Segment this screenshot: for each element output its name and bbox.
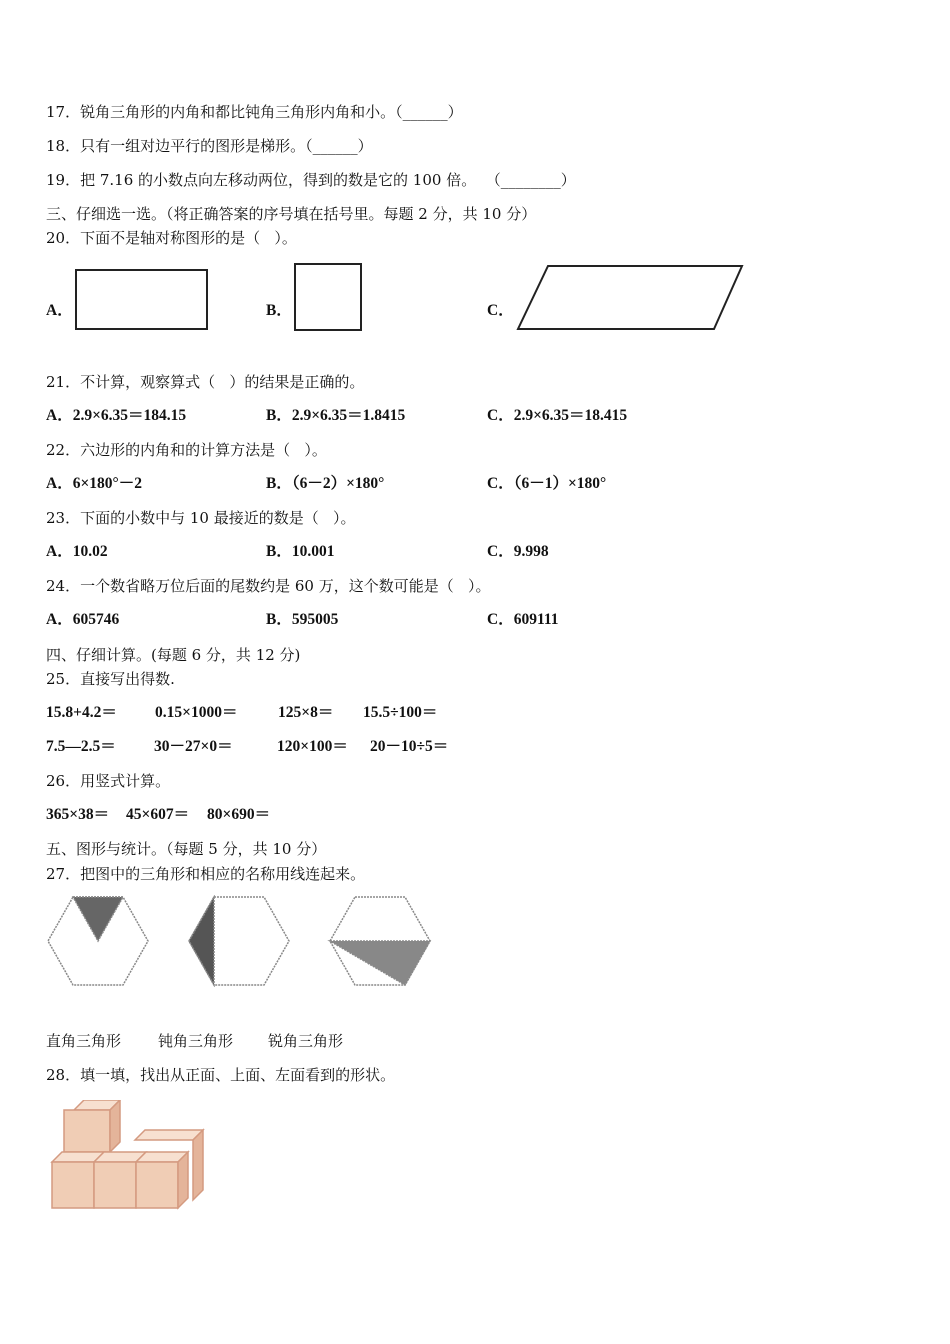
calc-item: 365×38＝ bbox=[46, 806, 110, 823]
option-a: A． bbox=[46, 302, 73, 319]
q23-option-b: B．10.001 bbox=[266, 543, 335, 560]
question-21: 21．不计算，观察算式（ ）的结果是正确的。 bbox=[46, 373, 365, 391]
cube-stack-figure bbox=[50, 1100, 206, 1210]
calc-item: 80×690＝ bbox=[207, 806, 271, 823]
calc-item: 0.15×1000＝ bbox=[155, 704, 238, 721]
calc-item: 120×100＝ bbox=[277, 738, 348, 755]
calc-item: 15.8+4.2＝ bbox=[46, 704, 117, 721]
q21-option-a: A．2.9×6.35＝184.15 bbox=[46, 407, 187, 424]
question-19: 19．把 7.16 的小数点向左移动两位，得到的数是它的 100 倍。 （________） bbox=[46, 171, 576, 189]
q21-option-c: C．2.9×6.35＝18.415 bbox=[487, 407, 628, 424]
question-23: 23．下面的小数中与 10 最接近的数是（ ）。 bbox=[46, 509, 356, 527]
question-17: 17．锐角三角形的内角和都比钝角三角形内角和小。（______） bbox=[46, 103, 463, 121]
hexagon-triangles-figure bbox=[46, 895, 436, 987]
q22-option-a: A．6×180°－2 bbox=[46, 475, 142, 492]
q23-option-c: C．9.998 bbox=[487, 543, 549, 560]
calc-item: 30－27×0＝ bbox=[154, 738, 233, 755]
calc-item: 45×607＝ bbox=[126, 806, 190, 823]
q21-option-b: B．2.9×6.35＝1.8415 bbox=[266, 407, 406, 424]
question-25: 25．直接写出得数. bbox=[46, 670, 175, 688]
q24-option-a: A．605746 bbox=[46, 611, 120, 628]
question-27: 27．把图中的三角形和相应的名称用线连起来。 bbox=[46, 865, 366, 883]
calc-item: 15.5÷100＝ bbox=[363, 704, 438, 721]
square-figure bbox=[293, 262, 365, 334]
label-right-triangle: 直角三角形 bbox=[46, 1032, 122, 1050]
section-3-heading: 三、仔细选一选。（将正确答案的序号填在括号里。每题 2 分，共 10 分） bbox=[46, 205, 537, 223]
q24-option-c: C．609111 bbox=[487, 611, 559, 628]
option-c: C． bbox=[487, 302, 514, 319]
question-22: 22．六边形的内角和的计算方法是（ ）。 bbox=[46, 441, 327, 459]
question-24: 24．一个数省略万位后面的尾数约是 60 万，这个数可能是（ ）。 bbox=[46, 577, 491, 595]
parallelogram-figure bbox=[514, 262, 746, 334]
q22-option-c: C．（6－1）×180° bbox=[487, 475, 607, 492]
label-acute-triangle: 锐角三角形 bbox=[268, 1032, 344, 1050]
calc-item: 125×8＝ bbox=[278, 704, 334, 721]
question-26: 26．用竖式计算。 bbox=[46, 772, 171, 790]
question-28: 28．填一填，找出从正面、上面、左面看到的形状。 bbox=[46, 1066, 396, 1084]
section-4-heading: 四、仔细计算。(每题 6 分，共 12 分) bbox=[46, 646, 301, 664]
q22-option-b: B．（6－2）×180° bbox=[266, 475, 385, 492]
q24-option-b: B．595005 bbox=[266, 611, 339, 628]
question-18: 18．只有一组对边平行的图形是梯形。（______） bbox=[46, 137, 373, 155]
q23-option-a: A．10.02 bbox=[46, 543, 108, 560]
section-5-heading: 五、图形与统计。（每题 5 分，共 10 分） bbox=[46, 840, 327, 858]
rectangle-figure bbox=[74, 268, 210, 332]
option-b: B． bbox=[266, 302, 292, 319]
label-obtuse-triangle: 钝角三角形 bbox=[158, 1032, 234, 1050]
question-20: 20．下面不是轴对称图形的是（ ）。 bbox=[46, 229, 297, 247]
calc-item: 7.5—2.5＝ bbox=[46, 738, 116, 755]
calc-item: 20－10÷5＝ bbox=[370, 738, 449, 755]
